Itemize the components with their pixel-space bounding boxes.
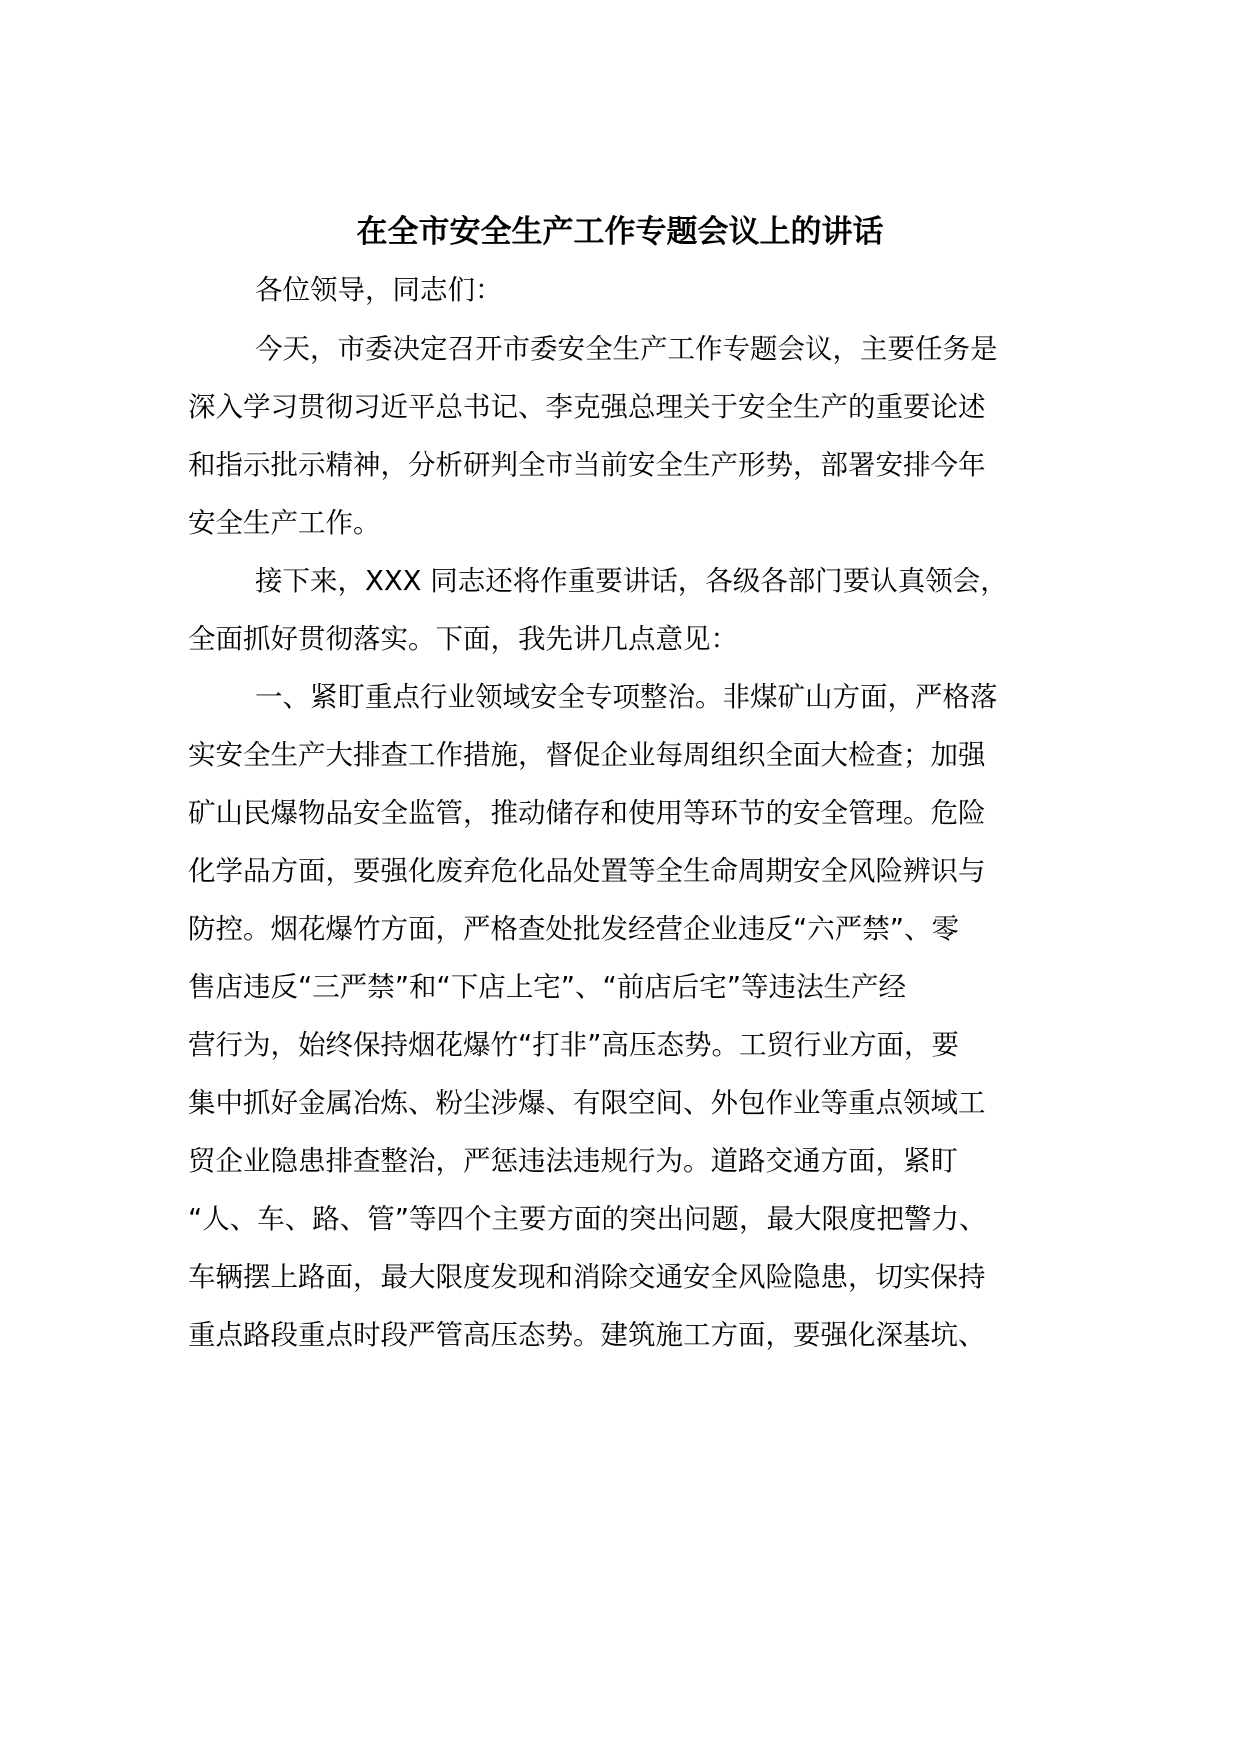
- body-line: 营行为，始终保持烟花爆竹“打非”高压态势。工贸行业方面，要: [188, 1029, 959, 1061]
- salutation: 各位领导，同志们：: [255, 274, 503, 306]
- body-line: 化学品方面，要强化废弃危化品处置等全生命周期安全风险辨识与: [188, 855, 986, 887]
- body-line: 和指示批示精神，分析研判全市当前安全生产形势，部署安排今年: [188, 449, 986, 481]
- body-line: 重点路段重点时段严管高压态势。建筑施工方面，要强化深基坑、: [188, 1319, 986, 1351]
- body-line: “人、车、路、管”等四个主要方面的突出问题，最大限度把警力、: [188, 1203, 987, 1235]
- document-title: 在全市安全生产工作专题会议上的讲话: [356, 214, 884, 250]
- body-line: 集中抓好金属冶炼、粉尘涉爆、有限空间、外包作业等重点领域工: [188, 1087, 986, 1119]
- body-line: 售店违反“三严禁”和“下店上宅”、“前店后宅”等违法生产经: [188, 971, 906, 1003]
- body-line: 贸企业隐患排查整治，严惩违法违规行为。道路交通方面，紧盯: [188, 1145, 958, 1177]
- body-line: 全面抓好贯彻落实。下面，我先讲几点意见：: [188, 623, 738, 655]
- body-line: 车辆摆上路面，最大限度发现和消除交通安全风险隐患，切实保持: [188, 1261, 986, 1293]
- body-line: 实安全生产大排查工作措施，督促企业每周组织全面大检查；加强: [188, 739, 986, 771]
- body-line: 今天，市委决定召开市委安全生产工作专题会议，主要任务是: [255, 333, 998, 365]
- body-line: 安全生产工作。: [188, 507, 381, 539]
- section-heading-line: 一、紧盯重点行业领域安全专项整治。非煤矿山方面，严格落: [255, 681, 998, 713]
- body-line: 深入学习贯彻习近平总书记、李克强总理关于安全生产的重要论述: [188, 391, 986, 423]
- body-line: 矿山民爆物品安全监管，推动储存和使用等环节的安全管理。危险: [188, 797, 986, 829]
- body-line: 防控。烟花爆竹方面，严格查处批发经营企业违反“六严禁”、零: [188, 913, 959, 945]
- body-line: 接下来，XXX 同志还将作重要讲话，各级各部门要认真领会，: [255, 565, 1008, 597]
